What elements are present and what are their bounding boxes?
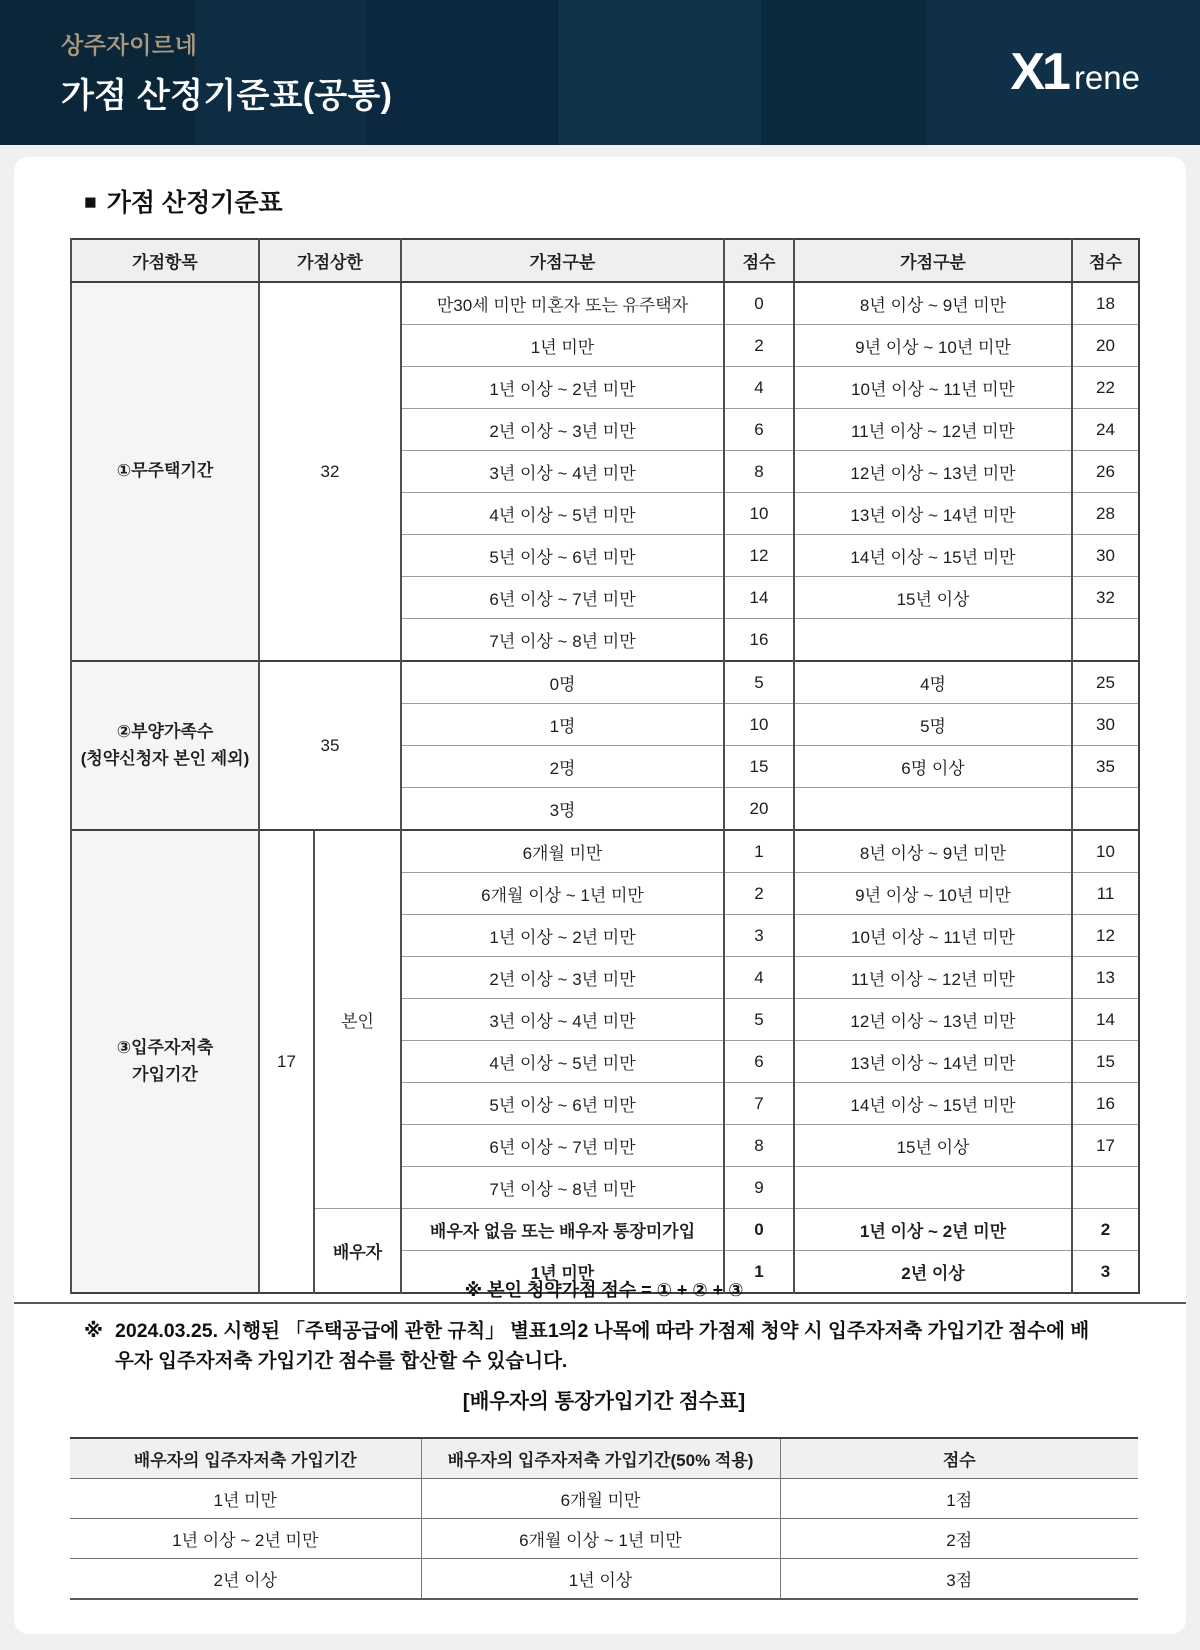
criteria-cell: 6개월 미만 [401,830,724,873]
page-title: 가점 산정기준표(공통) [61,77,393,115]
spouse-score-table [70,1437,1138,1600]
score-cell: 9 [724,1167,794,1209]
score-cell: 0 [724,1209,794,1251]
score-cell: 13 [1072,957,1139,999]
score-cell: 4 [724,957,794,999]
criteria-cell: 5년 이상 ~ 6년 미만 [401,1083,724,1125]
criteria-cell: 6개월 미만 [421,1479,780,1519]
subgroup-cell-spouse: 배우자 [314,1209,401,1294]
score-cell: 20 [724,788,794,831]
table-row [71,282,1139,325]
score-cell: 16 [724,619,794,662]
score-cell: 12 [724,535,794,577]
content-card [14,157,1186,1634]
score-cell: 22 [1072,367,1139,409]
criteria-cell: 10년 이상 ~ 11년 미만 [794,915,1072,957]
criteria-cell: 6년 이상 ~ 7년 미만 [401,577,724,619]
score-cell: 3 [724,915,794,957]
criteria-cell: 14년 이상 ~ 15년 미만 [794,1083,1072,1125]
column-header: 배우자의 입주자저축 가입기간 [70,1438,421,1479]
criteria-cell: 13년 이상 ~ 14년 미만 [794,1041,1072,1083]
table-row [70,1519,1138,1559]
criteria-cell: 3년 이상 ~ 4년 미만 [401,451,724,493]
score-cell: 11 [1072,873,1139,915]
criteria-cell: 6명 이상 [794,746,1072,788]
item-cell [71,661,259,830]
criteria-cell: 5명 [794,704,1072,746]
score-cell: 16 [1072,1083,1139,1125]
criteria-cell: 배우자 없음 또는 배우자 통장미가입 [401,1209,724,1251]
score-cell: 17 [1072,1125,1139,1167]
criteria-cell: 2년 이상 [70,1559,421,1600]
table-header-row [70,1438,1138,1479]
score-cell: 10 [724,493,794,535]
column-header: 배우자의 입주자저축 가입기간(50% 적용) [421,1438,780,1479]
score-cell [1072,1167,1139,1209]
criteria-cell: 1명 [401,704,724,746]
score-cell: 30 [1072,535,1139,577]
criteria-cell: 6년 이상 ~ 7년 미만 [401,1125,724,1167]
criteria-cell: 0명 [401,661,724,704]
score-cell: 1 [724,1251,794,1294]
spouse-table-title: [배우자의 통장가입기간 점수표] [462,1390,746,1413]
criteria-cell: 12년 이상 ~ 13년 미만 [794,451,1072,493]
section-heading-label: 가점 산정기준표 [106,189,283,217]
score-cell: 2 [724,325,794,367]
score-cell: 5 [724,999,794,1041]
criteria-cell: 2년 이상 ~ 3년 미만 [401,409,724,451]
rule-note [84,1316,1099,1376]
column-header: 점수 [1072,239,1139,282]
criteria-cell [794,788,1072,831]
criteria-cell: 4년 이상 ~ 5년 미만 [401,1041,724,1083]
item-label-line2: 가입기간 [132,1064,198,1084]
score-cell: 12 [1072,915,1139,957]
criteria-cell: 6개월 이상 ~ 1년 미만 [421,1519,780,1559]
item-cell: ①무주택기간 [71,282,259,661]
score-criteria-table [70,238,1140,1294]
criteria-cell [794,619,1072,662]
score-cell: 10 [1072,830,1139,873]
table-row [70,1559,1138,1600]
score-cell: 3점 [780,1559,1138,1600]
score-cell: 35 [1072,746,1139,788]
criteria-cell: 1년 이상 ~ 2년 미만 [70,1519,421,1559]
score-cell: 10 [724,704,794,746]
table-row [71,661,1139,704]
criteria-cell: 만30세 미만 미혼자 또는 유주택자 [401,282,724,325]
score-cell: 25 [1072,661,1139,704]
criteria-cell: 12년 이상 ~ 13년 미만 [794,999,1072,1041]
column-header: 점수 [724,239,794,282]
note-marker: ※ [84,1320,103,1342]
brand-logo [1010,43,1140,101]
note-text: 2024.03.25. 시행된 「주택공급에 관한 규칙」 별표1의2 나목에 따라 가점제 청약 시 입주자저축 가입기간 점수에 배우자 입주자저축 가입기간 점수를 합산할 수 있습니다. [115,1320,1090,1373]
square-bullet-icon: ■ [84,190,97,214]
score-cell: 1점 [780,1479,1138,1519]
column-header: 가점상한 [259,239,401,282]
criteria-cell: 11년 이상 ~ 12년 미만 [794,957,1072,999]
score-cell: 32 [1072,577,1139,619]
item-cell [71,830,259,1293]
score-cell: 15 [724,746,794,788]
table-header-row [71,239,1139,282]
score-cell: 7 [724,1083,794,1125]
score-cell: 2 [724,873,794,915]
section-heading [84,183,283,219]
horizontal-divider [14,1302,1186,1304]
criteria-cell: 1년 이상 ~ 2년 미만 [794,1209,1072,1251]
criteria-cell: 8년 이상 ~ 9년 미만 [794,830,1072,873]
criteria-cell: 1년 이상 [421,1559,780,1600]
column-header: 점수 [780,1438,1138,1479]
score-cell: 3 [1072,1251,1139,1294]
score-cell: 8 [724,451,794,493]
table-row [70,1479,1138,1519]
criteria-cell: 7년 이상 ~ 8년 미만 [401,619,724,662]
criteria-cell: 1년 미만 [70,1479,421,1519]
score-cell: 30 [1072,704,1139,746]
criteria-cell: 7년 이상 ~ 8년 미만 [401,1167,724,1209]
criteria-cell: 1년 이상 ~ 2년 미만 [401,367,724,409]
score-cell: 26 [1072,451,1139,493]
score-cell: 0 [724,282,794,325]
criteria-cell: 15년 이상 [794,577,1072,619]
score-cell: 6 [724,409,794,451]
criteria-cell: 2년 이상 ~ 3년 미만 [401,957,724,999]
criteria-cell: 11년 이상 ~ 12년 미만 [794,409,1072,451]
score-cell: 14 [724,577,794,619]
score-cell [1072,788,1139,831]
criteria-cell: 1년 이상 ~ 2년 미만 [401,915,724,957]
subgroup-cell-self: 본인 [314,830,401,1209]
criteria-cell: 2년 이상 [794,1251,1072,1294]
banner-text [61,27,392,117]
score-cell: 20 [1072,325,1139,367]
score-cell [1072,619,1139,662]
criteria-cell: 1년 미만 [401,325,724,367]
criteria-cell: 15년 이상 [794,1125,1072,1167]
score-cell: 2점 [780,1519,1138,1559]
item-label-line2: (청약신청자 본인 제외) [80,748,250,768]
item-label-line1: ③입주자저축 [116,1038,214,1058]
criteria-cell: 10년 이상 ~ 11년 미만 [794,367,1072,409]
score-cell: 14 [1072,999,1139,1041]
column-header: 가점구분 [401,239,724,282]
criteria-cell: 9년 이상 ~ 10년 미만 [794,873,1072,915]
criteria-cell: 3년 이상 ~ 4년 미만 [401,999,724,1041]
project-name: 상주자이르네 [61,32,198,58]
criteria-cell: 9년 이상 ~ 10년 미만 [794,325,1072,367]
score-cell: 18 [1072,282,1139,325]
criteria-cell: 2명 [401,746,724,788]
criteria-cell: 4년 이상 ~ 5년 미만 [401,493,724,535]
total-score-formula: ※ 본인 청약가점 점수 = ① + ② + ③ [464,1280,744,1300]
score-cell: 4 [724,367,794,409]
score-cell: 28 [1072,493,1139,535]
column-header: 가점항목 [71,239,259,282]
column-header: 가점구분 [794,239,1072,282]
criteria-cell [794,1167,1072,1209]
brand-logo-text: rene [1073,59,1140,96]
criteria-cell: 14년 이상 ~ 15년 미만 [794,535,1072,577]
score-cell: 6 [724,1041,794,1083]
item-label-line1: ②부양가족수 [116,722,214,742]
cap-cell: 17 [259,830,314,1293]
criteria-cell: 4명 [794,661,1072,704]
criteria-cell: 8년 이상 ~ 9년 미만 [794,282,1072,325]
criteria-cell: 13년 이상 ~ 14년 미만 [794,493,1072,535]
brand-logo-mark: X1 [1010,43,1068,101]
score-cell: 24 [1072,409,1139,451]
criteria-cell: 6개월 이상 ~ 1년 미만 [401,873,724,915]
criteria-cell: 1년 미만 [401,1251,724,1294]
top-banner [0,0,1200,145]
cap-cell: 32 [259,282,401,661]
score-cell: 2 [1072,1209,1139,1251]
score-cell: 8 [724,1125,794,1167]
score-cell: 5 [724,661,794,704]
score-cell: 15 [1072,1041,1139,1083]
criteria-cell: 3명 [401,788,724,831]
table-row [71,830,1139,873]
cap-cell: 35 [259,661,401,830]
criteria-cell: 5년 이상 ~ 6년 미만 [401,535,724,577]
score-cell: 1 [724,830,794,873]
